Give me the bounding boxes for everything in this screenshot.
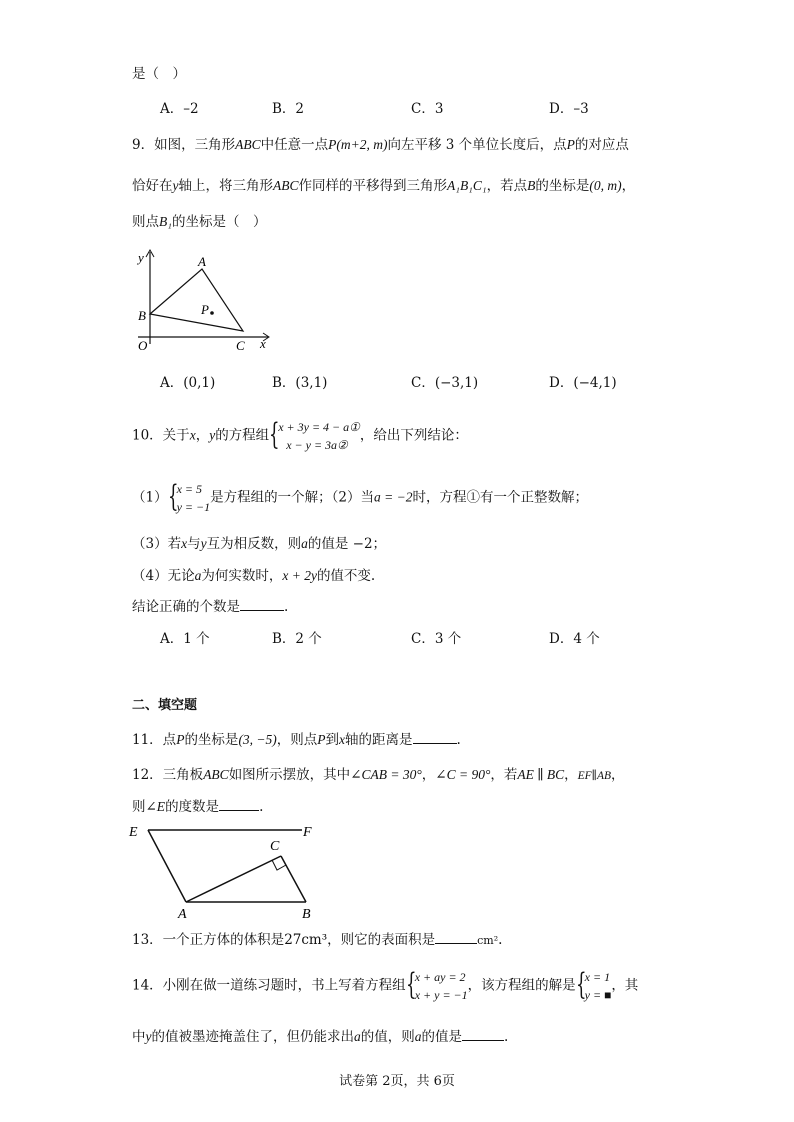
text: ，若点 bbox=[486, 178, 528, 194]
var: a bbox=[414, 1029, 422, 1044]
q8-stem-tail: 是（ ） bbox=[132, 66, 186, 82]
q12-line2 bbox=[132, 798, 263, 815]
label-e: E bbox=[129, 825, 138, 840]
answer-blank[interactable] bbox=[462, 1028, 504, 1041]
solution-x: x = 1 bbox=[584, 970, 611, 984]
q10-intro bbox=[132, 418, 468, 454]
q8-option-d: D．–3 bbox=[549, 101, 589, 117]
q8-option-a: A．–2 bbox=[160, 101, 199, 117]
label-b: B bbox=[302, 907, 311, 922]
text: ，该方程组的解是 bbox=[467, 977, 576, 994]
text: ，若 bbox=[490, 767, 518, 783]
text: ， bbox=[611, 767, 625, 783]
solution-x: x = 5 bbox=[176, 482, 203, 496]
q10-option-d: D．4 个 bbox=[549, 631, 600, 647]
text: 的值，则 bbox=[360, 1029, 415, 1045]
q9-line3 bbox=[132, 214, 266, 230]
text: 到 bbox=[325, 732, 340, 748]
solution-y: y = ■ bbox=[584, 988, 612, 1002]
text: . bbox=[259, 799, 264, 815]
var: x bbox=[339, 732, 346, 747]
q13 bbox=[132, 931, 502, 948]
text: ， bbox=[421, 767, 436, 783]
angle: ∠C = 90° bbox=[435, 767, 491, 782]
label-y: y bbox=[138, 250, 144, 265]
q9-option-c bbox=[411, 375, 478, 391]
text: ， bbox=[564, 767, 578, 783]
text: . bbox=[284, 599, 289, 615]
var: y bbox=[145, 1029, 152, 1044]
text: 13．一个正方体的体积是 bbox=[132, 932, 285, 948]
text: . bbox=[498, 932, 503, 948]
label-a: A bbox=[198, 254, 206, 269]
q9-option-b bbox=[272, 375, 327, 391]
text: 10．关于 bbox=[132, 427, 190, 444]
point-p bbox=[210, 311, 214, 315]
option-letter: D． bbox=[549, 375, 574, 391]
text: . bbox=[504, 1029, 509, 1045]
text: 的坐标是 bbox=[535, 178, 590, 194]
q9-option-d bbox=[549, 375, 617, 391]
q10-conclusion-3 bbox=[132, 536, 386, 552]
text: ， bbox=[195, 427, 210, 444]
expression: x + 2y bbox=[282, 568, 317, 583]
unit: cm² bbox=[477, 934, 499, 947]
text: 的坐标是 bbox=[184, 732, 239, 748]
text: 是方程组的一个解；（2）当 bbox=[210, 489, 374, 506]
label-c: C bbox=[236, 338, 245, 353]
label-p: P bbox=[201, 302, 209, 317]
point-name: P bbox=[176, 732, 185, 747]
point-name: P bbox=[566, 137, 575, 152]
option-value: (0,1) bbox=[183, 375, 216, 391]
q10-conclusion-4 bbox=[132, 568, 375, 584]
q12-line1 bbox=[132, 767, 625, 784]
text: 恰好在 bbox=[132, 178, 173, 194]
text: 9．如图，三角形 bbox=[132, 137, 236, 153]
volume: 27cm³ bbox=[284, 932, 328, 948]
text: 的值被墨迹掩盖住了，但仍能求出 bbox=[151, 1029, 354, 1045]
text: 的度数是 bbox=[165, 799, 220, 815]
text: 中任意一点 bbox=[260, 137, 329, 153]
text: 的方程组 bbox=[215, 427, 270, 444]
text: 结论正确的个数是 bbox=[132, 599, 240, 615]
q8-option-c: C．3 bbox=[411, 101, 444, 117]
condition: a = −2 bbox=[373, 489, 413, 505]
triangle-name: ABC bbox=[273, 178, 299, 193]
q10-question bbox=[132, 598, 288, 615]
triangle-name: ABC bbox=[235, 137, 261, 152]
solution-system: { x = 1 y = ■ bbox=[575, 967, 612, 1002]
parallel-relation: EF∥AB bbox=[577, 770, 611, 782]
text: 向左平移 3 个单位长度后，点 bbox=[387, 137, 567, 153]
label-c: C bbox=[270, 839, 280, 854]
text: 互为相反数，则 bbox=[206, 536, 302, 552]
triangle-name: A₁B₁C₁ bbox=[447, 178, 487, 193]
text: 则 bbox=[132, 799, 146, 815]
line-bc bbox=[281, 856, 306, 902]
q14-line2 bbox=[132, 1028, 508, 1045]
option-value: (3,1) bbox=[295, 375, 328, 391]
label-f: F bbox=[303, 825, 312, 840]
equation-1: x + ay = 2 bbox=[414, 970, 466, 984]
text: ，给出下列结论： bbox=[359, 427, 468, 444]
solution-y: y = −1 bbox=[176, 500, 211, 514]
triangle-abc bbox=[150, 269, 243, 331]
text: 12．三角板 bbox=[132, 767, 204, 783]
text: 中 bbox=[132, 1029, 146, 1045]
equation-1: x + 3y = 4 − a① bbox=[278, 420, 360, 434]
section-title: 二、填空题 bbox=[132, 698, 198, 713]
var: y bbox=[209, 427, 216, 443]
point-name: B₁ bbox=[159, 214, 172, 229]
text: 作同样的平移得到三角形 bbox=[298, 178, 447, 194]
q11 bbox=[132, 731, 461, 748]
point-coordinate: P(m+2, m) bbox=[328, 137, 388, 152]
text: 轴上，将三角形 bbox=[178, 178, 273, 194]
text: 如图所示摆放，其中 bbox=[228, 767, 351, 783]
point-name: B bbox=[527, 178, 536, 193]
q10-option-b: B．2 个 bbox=[272, 631, 322, 647]
text: 的坐标是（ ） bbox=[171, 214, 267, 230]
equation-2: x + y = −1 bbox=[414, 988, 468, 1002]
var: y bbox=[200, 536, 207, 551]
answer-blank[interactable] bbox=[435, 931, 477, 944]
q9-option-a bbox=[160, 375, 215, 391]
equation-2: x − y = 3a② bbox=[286, 438, 348, 452]
q12-figure bbox=[126, 818, 326, 924]
var: a bbox=[354, 1029, 361, 1044]
answer-blank[interactable] bbox=[413, 731, 457, 744]
q9-figure bbox=[128, 244, 278, 354]
triangle-name: ABC bbox=[203, 767, 229, 782]
text: 时，方程①有一个正整数解； bbox=[412, 489, 588, 506]
text: （3）若 bbox=[132, 536, 182, 552]
option-letter: C． bbox=[411, 375, 435, 391]
text: ，其 bbox=[611, 977, 639, 994]
equation-system: { x + 3y = 4 − a① x − y = 3a② bbox=[269, 417, 360, 452]
label-o: O bbox=[138, 338, 148, 353]
solution-system: { x = 5 y = −1 bbox=[167, 479, 211, 514]
parallel-relation: AE ∥ BC bbox=[517, 767, 565, 782]
line-ae bbox=[148, 830, 186, 902]
option-value: (−4,1) bbox=[573, 375, 617, 391]
label-b: B bbox=[138, 308, 146, 323]
page-footer: 试卷第 2页，共 6页 bbox=[339, 1074, 455, 1089]
option-value: (−3,1) bbox=[434, 375, 479, 391]
answer-blank[interactable] bbox=[219, 798, 259, 811]
q8-option-b: B．2 bbox=[272, 101, 305, 117]
text: 14．小刚在做一道练习题时，书上写着方程组 bbox=[132, 977, 406, 994]
text: 的值不变. bbox=[316, 568, 376, 584]
q10-option-c: C．3 个 bbox=[411, 631, 462, 647]
q9-line2 bbox=[132, 178, 635, 194]
text: ， bbox=[621, 178, 636, 194]
text: 轴的距离是 bbox=[345, 732, 413, 748]
equation-system: { x + ay = 2 x + y = −1 bbox=[405, 967, 468, 1002]
text: ，则点 bbox=[276, 732, 318, 748]
text: （4）无论 bbox=[132, 568, 195, 584]
text: 为何实数时， bbox=[201, 568, 283, 584]
var: x bbox=[181, 536, 188, 551]
var: x bbox=[189, 427, 196, 443]
angle: ∠CAB = 30° bbox=[350, 767, 422, 782]
q10-conclusion-1-2 bbox=[132, 480, 588, 516]
q10-option-a: A．1 个 bbox=[160, 631, 210, 647]
option-letter: A． bbox=[160, 375, 184, 391]
text: 的值是 −2； bbox=[307, 536, 387, 552]
var: y bbox=[172, 178, 179, 193]
option-letter: B． bbox=[272, 375, 296, 391]
line-ac bbox=[186, 856, 281, 902]
q9-line1 bbox=[132, 137, 629, 153]
text: 则点 bbox=[132, 214, 159, 230]
answer-blank[interactable] bbox=[240, 598, 284, 611]
label-x: x bbox=[260, 336, 266, 351]
var: a bbox=[194, 568, 202, 583]
point-coordinate: (0, m) bbox=[589, 178, 622, 193]
text: （1） bbox=[132, 489, 168, 506]
point-coordinate: (3, −5) bbox=[238, 732, 277, 747]
text: 的值是 bbox=[421, 1029, 462, 1045]
text: 的对应点 bbox=[574, 137, 629, 153]
text: . bbox=[456, 732, 461, 748]
q14-line1 bbox=[132, 968, 638, 1004]
text: 与 bbox=[187, 536, 201, 552]
text: 11．点 bbox=[132, 732, 177, 748]
angle: ∠E bbox=[145, 799, 166, 814]
text: ，则它的表面积是 bbox=[327, 932, 436, 948]
var: a bbox=[301, 536, 308, 551]
label-a: A bbox=[178, 907, 187, 922]
point-name: P bbox=[317, 732, 326, 747]
